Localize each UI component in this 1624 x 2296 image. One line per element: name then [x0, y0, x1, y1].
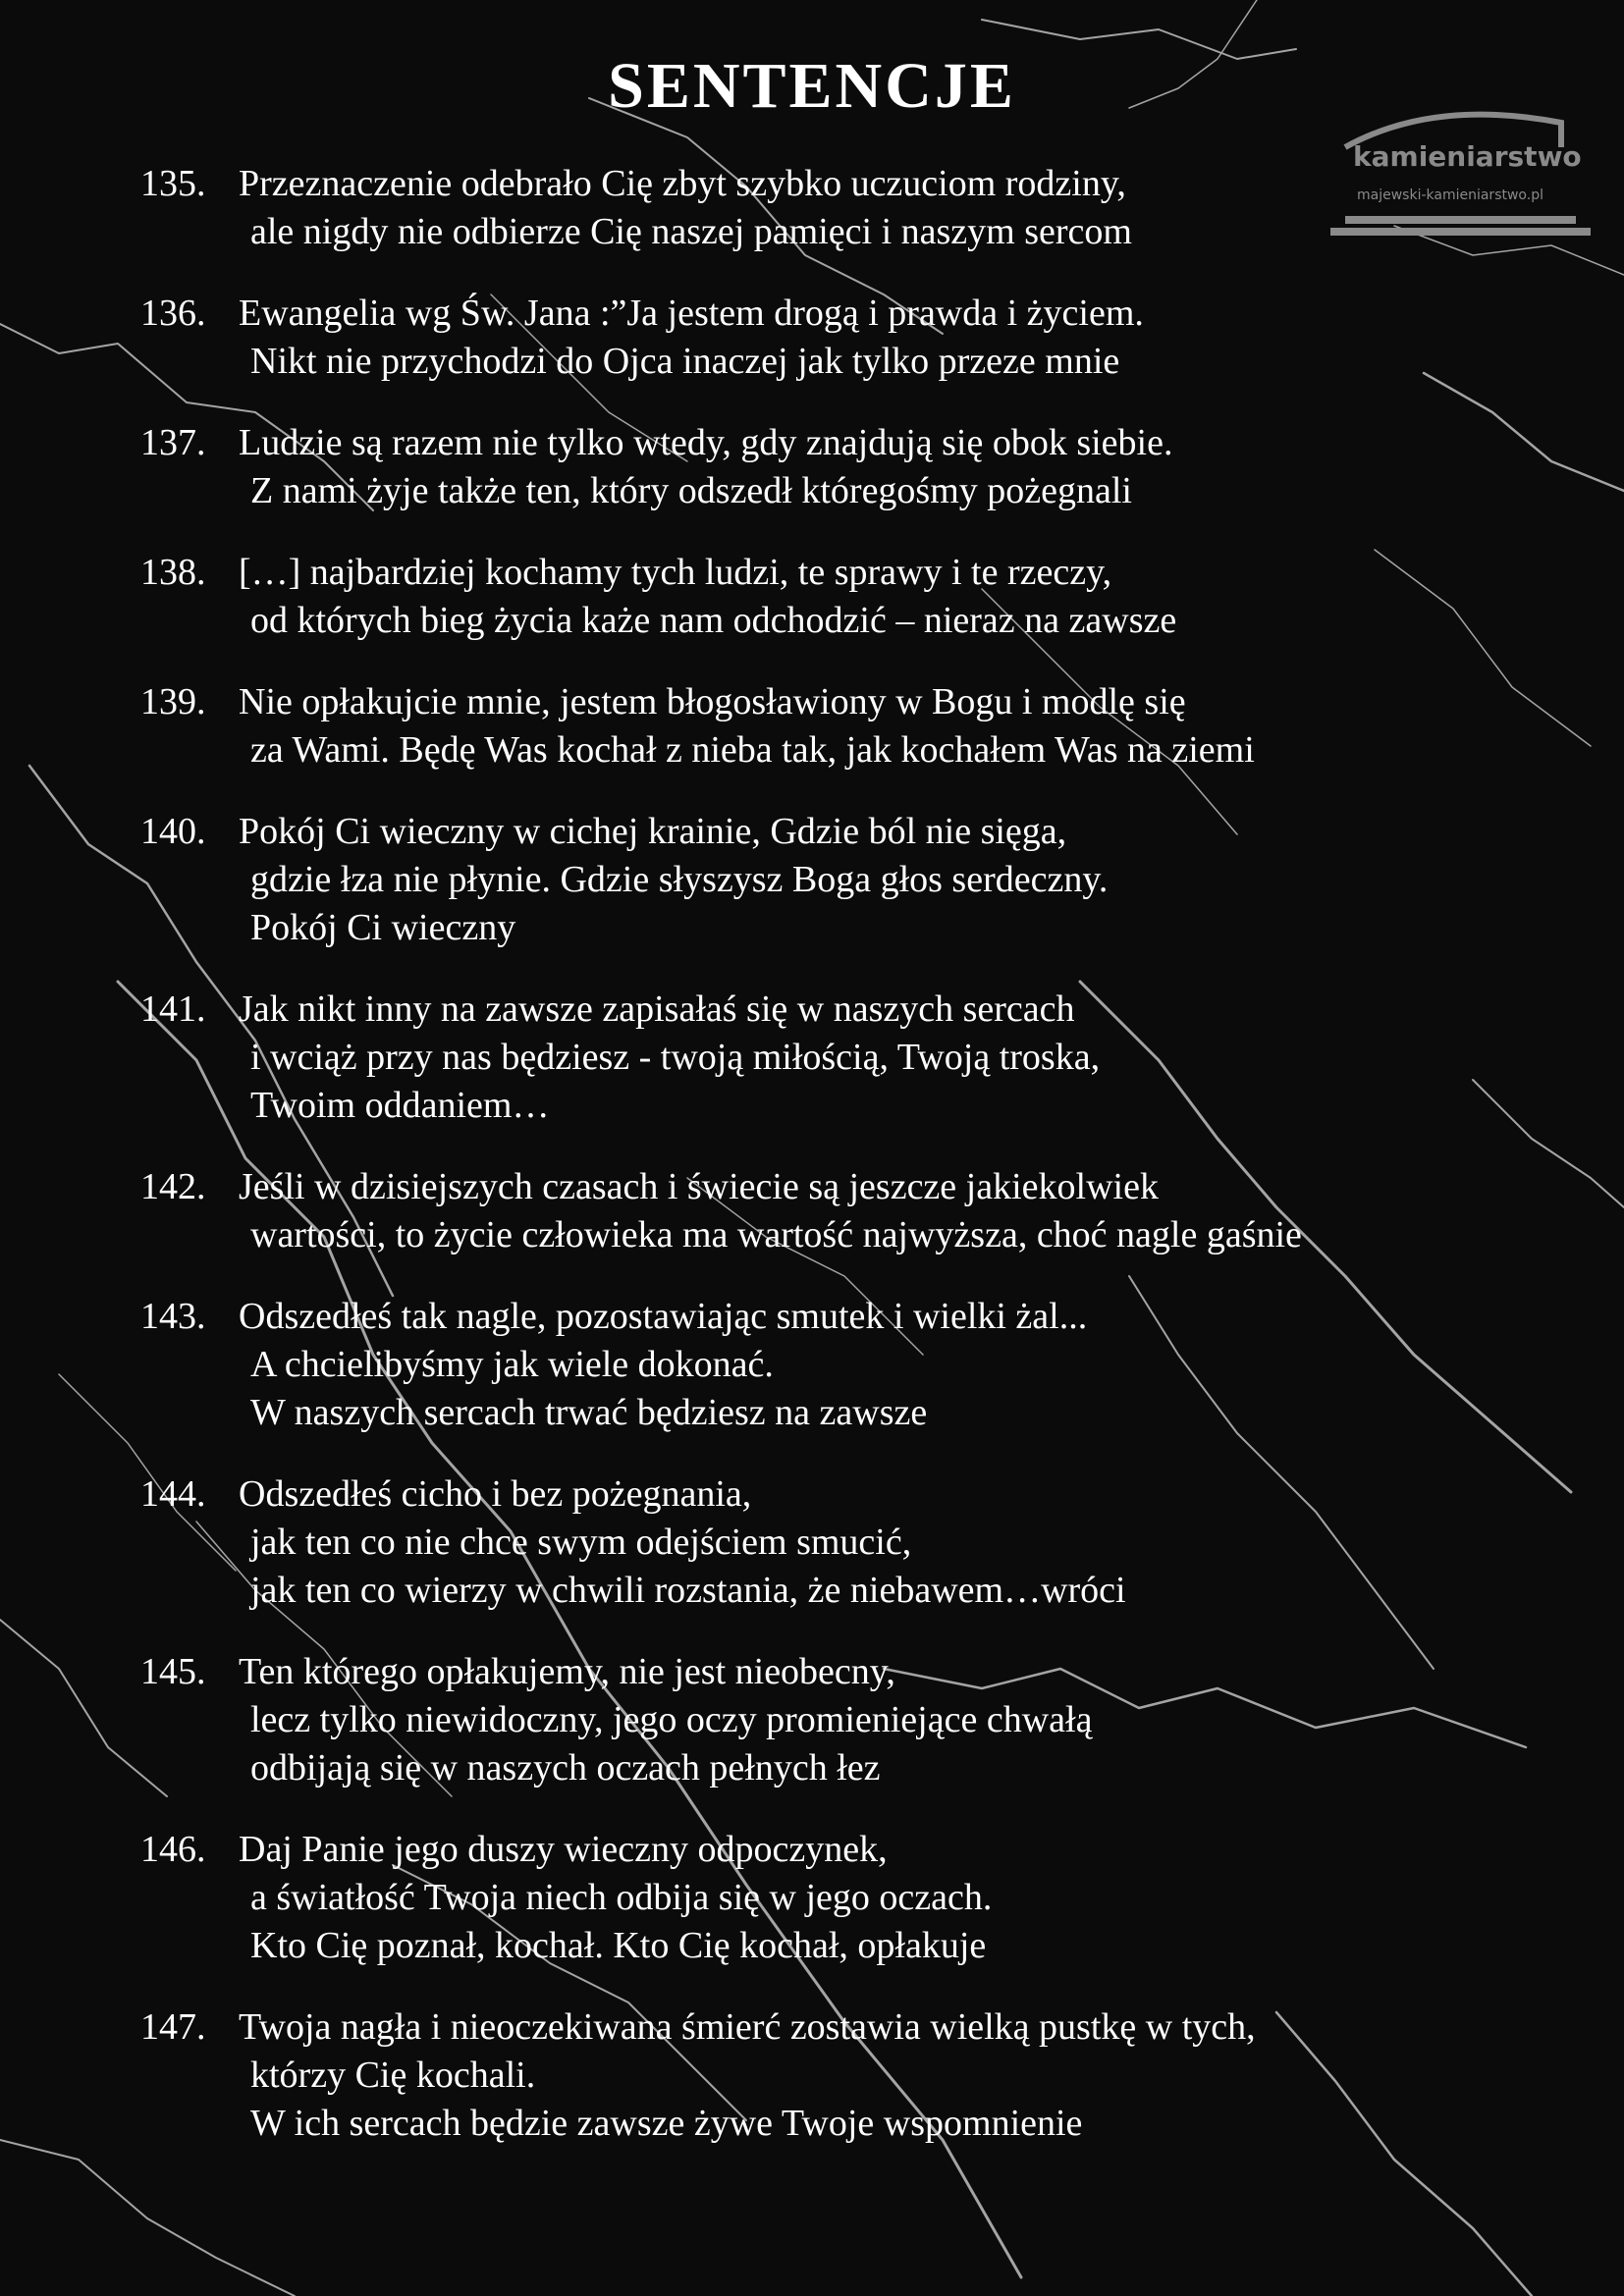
sentence-line: Pokój Ci wieczny w cichej krainie, Gdzie ból nie sięga,: [239, 811, 1067, 852]
sentence-line: Twoja nagła i nieoczekiwana śmierć zostawia wielką pustkę w tych,: [239, 2006, 1256, 2048]
sentence-line: wartości, to życie człowieka ma wartość najwyższa, choć nagle gaśnie: [250, 1214, 1302, 1255]
sentence-line: Jeśli w dzisiejszych czasach i świecie są jeszcze jakiekolwiek: [239, 1166, 1159, 1207]
sentence-number: 144.: [140, 1473, 206, 1515]
sentence-line: jak ten co wierzy w chwili rozstania, że niebawem…wróci: [250, 1570, 1126, 1611]
sentence-item: [140, 1826, 1515, 1970]
sentence-line: Nikt nie przychodzi do Ojca inaczej jak tylko przeze mnie: [250, 341, 1120, 382]
sentence-number: 145.: [140, 1651, 206, 1692]
sentence-line: Kto Cię poznał, kochał. Kto Cię kochał, opłakuje: [250, 1925, 987, 1966]
sentence-number: 143.: [140, 1296, 206, 1337]
sentence-line: którzy Cię kochali.: [250, 2055, 536, 2096]
sentence-item: [140, 160, 1515, 256]
sentence-line: Jak nikt inny na zawsze zapisałaś się w naszych sercach: [239, 988, 1075, 1030]
logo-url-text: majewski-kamieniarstwo.pl: [1357, 187, 1543, 203]
sentence-number: 135.: [140, 163, 206, 204]
sentence-line: Odszedłeś tak nagle, pozostawiając smutek i wielki żal...: [239, 1296, 1088, 1337]
sentences-list: [140, 160, 1515, 2181]
sentence-line: Twoim oddaniem…: [250, 1085, 550, 1126]
sentence-line: Nie opłakujcie mnie, jestem błogosławiony w Bogu i modlę się: [239, 681, 1186, 722]
sentence-line: W ich sercach będzie zawsze żywe Twoje wspomnienie: [250, 2103, 1083, 2144]
sentence-line: Ludzie są razem nie tylko wtedy, gdy znajdują się obok siebie.: [239, 422, 1173, 463]
sentence-line: odbijają się w naszych oczach pełnych łez: [250, 1747, 881, 1789]
sentence-line: Przeznaczenie odebrało Cię zbyt szybko uczuciom rodziny,: [239, 163, 1126, 204]
sentence-line: ale nigdy nie odbierze Cię naszej pamięci i naszym sercom: [250, 211, 1132, 252]
sentence-item: [140, 1293, 1515, 1437]
sentence-number: 141.: [140, 988, 206, 1030]
sentence-line: jak ten co nie chce swym odejściem smucić,: [250, 1522, 912, 1563]
sentence-number: 142.: [140, 1166, 206, 1207]
sentence-number: 146.: [140, 1829, 206, 1870]
sentence-line: i wciąż przy nas będziesz - twoją miłością, Twoją troska,: [250, 1037, 1101, 1078]
sentence-line: Z nami żyje także ten, który odszedł któregośmy pożegnali: [250, 470, 1132, 511]
sentence-line: Ewangelia wg Św. Jana :”Ja jestem drogą i prawda i życiem.: [239, 293, 1144, 334]
sentence-item: [140, 290, 1515, 386]
sentence-line: Ten którego opłakujemy, nie jest nieobecny,: [239, 1651, 895, 1692]
sentence-line: Odszedłeś cicho i bez pożegnania,: [239, 1473, 752, 1515]
sentence-item: [140, 808, 1515, 952]
sentence-item: [140, 419, 1515, 515]
sentence-line: A chcielibyśmy jak wiele dokonać.: [250, 1344, 774, 1385]
sentence-item: [140, 986, 1515, 1130]
sentence-number: 138.: [140, 552, 206, 593]
sentence-item: [140, 549, 1515, 645]
sentence-number: 147.: [140, 2006, 206, 2048]
sentence-number: 140.: [140, 811, 206, 852]
sentence-item: [140, 1163, 1515, 1259]
page-title: SENTENCJE: [608, 50, 1016, 122]
sentence-line: Pokój Ci wieczny: [250, 907, 516, 948]
sentence-number: 137.: [140, 422, 206, 463]
sentence-line: W naszych sercach trwać będziesz na zawsze: [250, 1392, 928, 1433]
sentence-line: lecz tylko niewidoczny, jego oczy promieniejące chwałą: [250, 1699, 1093, 1740]
sentence-number: 136.: [140, 293, 206, 334]
sentence-line: za Wami. Będę Was kochał z nieba tak, jak kochałem Was na ziemi: [250, 729, 1255, 771]
sentence-number: 139.: [140, 681, 206, 722]
sentence-line: […] najbardziej kochamy tych ludzi, te sprawy i te rzeczy,: [239, 552, 1112, 593]
sentence-item: [140, 1648, 1515, 1792]
sentence-item: [140, 1470, 1515, 1615]
sentence-line: gdzie łza nie płynie. Gdzie słyszysz Boga głos serdeczny.: [250, 859, 1109, 900]
sentence-line: od których bieg życia każe nam odchodzić – nieraz na zawsze: [250, 600, 1177, 641]
sentence-line: a światłość Twoja niech odbija się w jego oczach.: [250, 1877, 993, 1918]
sentence-item: [140, 678, 1515, 774]
sentence-line: Daj Panie jego duszy wieczny odpoczynek,: [239, 1829, 888, 1870]
logo-brand-text: kamieniarstwo: [1353, 140, 1582, 173]
sentence-item: [140, 2003, 1515, 2148]
